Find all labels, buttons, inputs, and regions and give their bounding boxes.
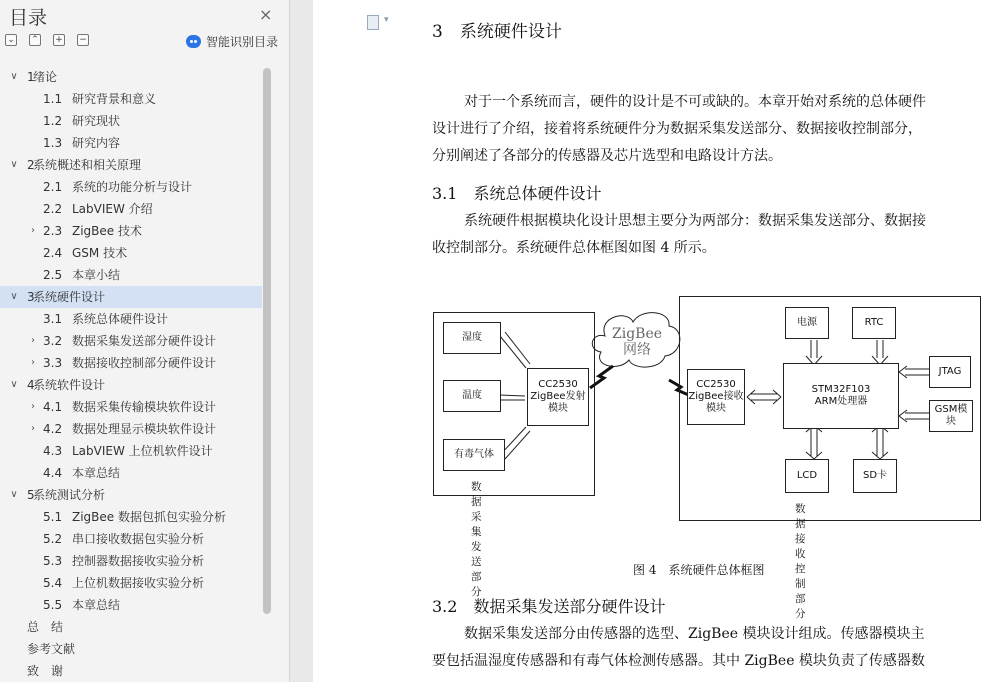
toc-item-label: 本章总结: [72, 466, 121, 480]
toc-item-number: 3: [27, 290, 35, 304]
section-heading-3-1: 3.1 系统总体硬件设计: [432, 184, 602, 203]
toc-item-number: 5.5: [43, 598, 63, 612]
toc-item[interactable]: [0, 154, 262, 176]
toc-item-number: 5.1: [43, 510, 63, 524]
toc-item-label: 参考文献: [27, 642, 76, 656]
text-line: 要包括温湿度传感器和有毒气体检测传感器。其中 ZigBee 模块负责了传感器数: [432, 653, 925, 669]
power-box: 电源: [785, 307, 829, 339]
toc-item-number: 2: [27, 158, 35, 172]
toc-item[interactable]: [0, 528, 262, 550]
toc-item-label: ZigBee 技术: [72, 224, 142, 238]
toc-item-label: 系统概述和相关原理: [33, 158, 142, 172]
toc-item-label: 总 结: [27, 620, 64, 634]
toc-item[interactable]: [0, 550, 262, 572]
toc-item[interactable]: [0, 330, 262, 352]
chevron-right-icon[interactable]: ›: [31, 357, 35, 368]
toc-item-label: 数据接收控制部分硬件设计: [72, 356, 217, 370]
toc-item[interactable]: [0, 66, 262, 88]
chevron-right-icon[interactable]: ›: [31, 225, 35, 236]
text-line: 系统硬件根据模块化设计思想主要分为两部分：数据采集发送部分、数据接: [464, 213, 926, 229]
toc-item[interactable]: [0, 616, 262, 638]
toc-panel: [0, 0, 290, 682]
chapter-heading: 3 系统硬件设计: [432, 22, 562, 42]
chevron-down-icon[interactable]: ∨: [10, 71, 18, 82]
toc-item[interactable]: [0, 462, 262, 484]
chevron-down-icon[interactable]: ▾: [384, 15, 389, 25]
rx-module-box: CC2530 ZigBee接收 模块: [687, 369, 745, 425]
toc-item-number: 3.1: [43, 312, 63, 326]
toc-item[interactable]: [0, 484, 262, 506]
add-heading-icon[interactable]: +: [53, 34, 65, 46]
toc-item[interactable]: [0, 110, 262, 132]
toc-item[interactable]: [0, 264, 262, 286]
close-icon[interactable]: ×: [259, 5, 273, 24]
toc-item[interactable]: [0, 308, 262, 330]
section-heading-3-2: 3.2 数据采集发送部分硬件设计: [432, 597, 666, 616]
toc-item[interactable]: [0, 418, 262, 440]
toc-item-label: 数据采集传输模块软件设计: [72, 400, 217, 414]
toc-item-number: 4.4: [43, 466, 63, 480]
toc-item-label: 系统测试分析: [33, 488, 106, 502]
toc-item-label: ZigBee 数据包抓包实验分析: [72, 510, 226, 524]
toc-item-number: 4.1: [43, 400, 63, 414]
remove-heading-icon[interactable]: −: [77, 34, 89, 46]
toc-item-label: 致 谢: [27, 664, 64, 678]
rtc-box: RTC: [852, 307, 896, 339]
text-line: 收控制部分。系统硬件总体框图如图 4 所示。: [432, 240, 716, 256]
expand-all-icon[interactable]: ⌄: [5, 34, 17, 46]
ai-robot-icon: [186, 35, 201, 48]
gas-sensor-box: 有毒气体: [443, 439, 505, 471]
toc-item-label: LabVIEW 上位机软件设计: [72, 444, 213, 458]
humidity-sensor-box: 湿度: [443, 322, 501, 354]
toc-item[interactable]: [0, 132, 262, 154]
toc-item-label: 控制器数据接收实验分析: [72, 554, 205, 568]
toc-item-label: 研究现状: [72, 114, 121, 128]
smart-recognize-label: 智能识别目录: [206, 35, 279, 49]
toc-item[interactable]: [0, 506, 262, 528]
toc-item-label: 串口接收数据包实验分析: [72, 532, 205, 546]
smart-recognize-toc-button[interactable]: [186, 33, 278, 50]
toc-item-number: 2.2: [43, 202, 63, 216]
zigbee-network-cloud: ZigBee 网络: [611, 326, 663, 358]
toc-item-number: 1.1: [43, 92, 63, 106]
toc-item[interactable]: [0, 242, 262, 264]
toc-item-number: 4.2: [43, 422, 63, 436]
rx-group-label: 数据接收控制部分: [795, 503, 806, 620]
text-line: 设计进行了介绍，接着将系统硬件分为数据采集发送部分、数据接收控制部分，: [432, 121, 922, 137]
toc-item[interactable]: [0, 660, 262, 682]
toc-item-label: 研究背景和意义: [72, 92, 157, 106]
section-3-2-paragraph: [432, 621, 988, 675]
figure-caption: 图 4 系统硬件总体框图: [633, 563, 765, 577]
toc-item-label: 本章小结: [72, 268, 121, 282]
chevron-down-icon[interactable]: ∨: [10, 379, 18, 390]
toc-item-number: 1.3: [43, 136, 63, 150]
toc-item-label: 系统总体硬件设计: [72, 312, 169, 326]
toc-item-label: LabVIEW 介绍: [72, 202, 153, 216]
toc-item[interactable]: [0, 440, 262, 462]
toc-item-number: 1.2: [43, 114, 63, 128]
toc-item-number: 3.2: [43, 334, 63, 348]
mcu-box: STM32F103 ARM处理器: [783, 363, 899, 429]
toc-item[interactable]: [0, 638, 262, 660]
toc-item-label: 数据处理显示模块软件设计: [72, 422, 217, 436]
toc-item[interactable]: [0, 286, 262, 308]
toc-item-label: 系统的功能分析与设计: [72, 180, 193, 194]
toc-item-number: 2.3: [43, 224, 63, 238]
tx-module-box: CC2530 ZigBee发射 模块: [527, 368, 589, 426]
toc-item-label: 研究内容: [72, 136, 121, 150]
toc-item-number: 3.3: [43, 356, 63, 370]
toc-item[interactable]: [0, 198, 262, 220]
jtag-box: JTAG: [929, 356, 971, 388]
toc-item-label: 绪论: [33, 70, 58, 84]
toc-item-number: 2.5: [43, 268, 63, 282]
chevron-right-icon[interactable]: ›: [31, 423, 35, 434]
collapse-all-icon[interactable]: ⌃: [29, 34, 41, 46]
gsm-box: GSM模块: [929, 400, 973, 432]
intro-paragraph: [432, 89, 988, 170]
toc-item-label: 系统软件设计: [33, 378, 106, 392]
toc-tree: [0, 66, 262, 682]
text-line: 分别阐述了各部分的传感器及芯片选型和电路设计方法。: [432, 148, 782, 164]
toc-item-label: 数据采集发送部分硬件设计: [72, 334, 217, 348]
section-3-1-paragraph: [432, 208, 988, 262]
chevron-down-icon[interactable]: ∨: [10, 489, 18, 500]
toc-item[interactable]: [0, 374, 262, 396]
toc-item-number: 2.1: [43, 180, 63, 194]
sd-card-box: SD卡: [853, 459, 897, 493]
text-line: 数据采集发送部分由传感器的选型、ZigBee 模块设计组成。传感器模块主: [464, 626, 925, 642]
toc-item-number: 4: [27, 378, 35, 392]
toc-item-number: 5: [27, 488, 35, 502]
text-line: 对于一个系统而言，硬件的设计是不可或缺的。本章开始对系统的总体硬件: [464, 94, 926, 110]
toc-item-label: 系统硬件设计: [33, 290, 106, 304]
toc-item-number: 4.3: [43, 444, 63, 458]
toc-item[interactable]: [0, 594, 262, 616]
toc-item-number: 2.4: [43, 246, 63, 260]
lcd-box: LCD: [785, 459, 829, 493]
toc-item[interactable]: [0, 572, 262, 594]
toc-scrollbar-thumb[interactable]: [263, 68, 271, 614]
chevron-right-icon[interactable]: ›: [31, 335, 35, 346]
chevron-down-icon[interactable]: ∨: [10, 291, 18, 302]
chevron-right-icon[interactable]: ›: [31, 401, 35, 412]
temperature-sensor-box: 温度: [443, 380, 501, 412]
chevron-down-icon[interactable]: ∨: [10, 159, 18, 170]
toc-item-label: 本章总结: [72, 598, 121, 612]
toc-item[interactable]: [0, 220, 262, 242]
document-page: [313, 0, 1002, 682]
toc-item-number: 5.3: [43, 554, 63, 568]
toc-item[interactable]: [0, 176, 262, 198]
toc-item-label: 上位机数据接收实验分析: [72, 576, 205, 590]
toc-item-label: GSM 技术: [72, 246, 128, 260]
toc-item[interactable]: [0, 352, 262, 374]
toc-item-number: 1: [27, 70, 35, 84]
toc-item-number: 5.2: [43, 532, 63, 546]
toc-item[interactable]: [0, 88, 262, 110]
document-outline-icon[interactable]: [367, 15, 379, 30]
toc-title: 目录: [9, 7, 48, 29]
toc-item[interactable]: [0, 396, 262, 418]
tx-group-label: 数据采集发送部分: [471, 481, 482, 598]
toc-item-number: 5.4: [43, 576, 63, 590]
